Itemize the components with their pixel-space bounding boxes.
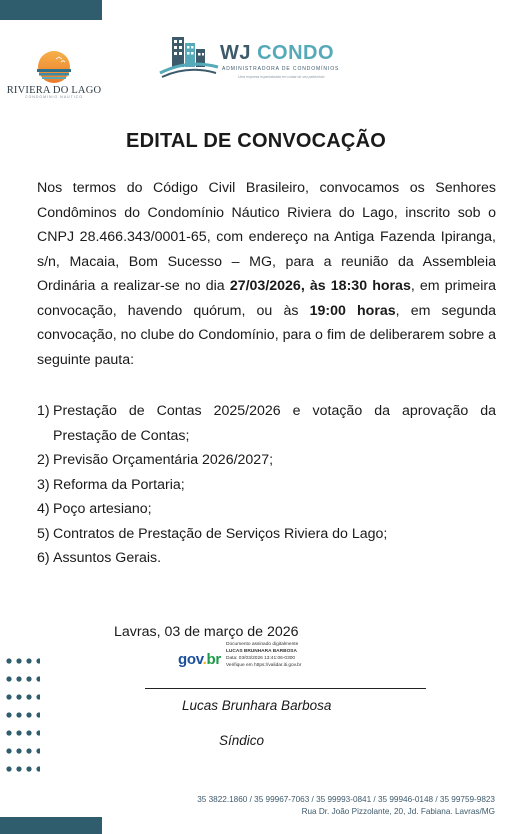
paragraph-second-time: 19:00 horas xyxy=(309,302,396,319)
paragraph-text-3: , em segunda convocação, no clube do Condomínio, para o fim de deliberarem sobre a seguinte pauta: xyxy=(37,302,496,368)
signer-role: Síndico xyxy=(219,733,265,748)
signature-details xyxy=(226,641,301,669)
convocation-paragraph xyxy=(37,176,496,372)
paragraph-text-1: Nos termos do Código Civil Brasileiro, convocamos os Senhores Condôminos do Condomínio Náutico Riviera do Lago, inscrito sob o CNPJ 28.466.343/0001-65, com endereço na Antiga Fazenda Ipiranga, s/n, Macaia, Bom Sucesso – MG, para a reunião da Assembleia Ordinária a realizar-se no dia xyxy=(37,180,496,294)
riviera-logo-name: RIVIERA DO LAGO xyxy=(6,85,102,96)
agenda-item xyxy=(37,448,496,473)
decorative-dot-grid xyxy=(6,658,40,776)
sunset-lake-icon xyxy=(34,50,74,84)
paragraph-text-2: , em primeira convocação, havendo quórum, ou às xyxy=(37,278,496,319)
riviera-logo-subtitle: CONDOMINIO NAUTICO xyxy=(25,95,83,99)
gov-br-logo-dot: . xyxy=(202,651,207,668)
top-accent-bar xyxy=(0,0,102,20)
agenda-list xyxy=(37,399,496,571)
signature-verify-link: Verifique em https://validar.iti.gov.br xyxy=(226,663,302,668)
signer-name: Lucas Brunhara Barbosa xyxy=(182,698,332,713)
signature-line xyxy=(145,688,426,689)
wj-brand-part2: CONDO xyxy=(257,42,335,64)
signature-date: Data: 03/03/2026 13:41:06-0300 xyxy=(226,656,296,661)
agenda-item xyxy=(37,522,496,547)
agenda-item-number: 6) xyxy=(37,550,50,566)
wj-condo-tagline: Uma empresa especializada em cuidar do seu patrimônio xyxy=(238,75,325,79)
signature-name: LUCAS BRUNHARA BARBOSA xyxy=(226,649,297,654)
agenda-item-number: 4) xyxy=(37,501,50,517)
gov-br-logo-gov: gov xyxy=(178,651,203,668)
agenda-item xyxy=(37,546,496,571)
document-title: EDITAL DE CONVOCAÇÃO xyxy=(126,130,386,152)
agenda-item-number: 5) xyxy=(37,525,50,542)
agenda-item xyxy=(37,399,496,448)
agenda-item-text: Previsão Orçamentária 2026/2027; xyxy=(53,452,274,468)
agenda-item-text: Reforma da Portaria; xyxy=(53,476,185,493)
gov-br-logo xyxy=(178,651,221,668)
digital-signature-stamp xyxy=(178,641,338,681)
footer-phones: 35 3822.1860 / 35 99967-7063 / 35 99993-0841 / 35 99946-0148 / 35 99759-9823 xyxy=(197,795,495,804)
wj-brand-part1: WJ xyxy=(220,42,251,64)
riviera-do-lago-logo xyxy=(4,50,104,102)
place-and-date: Lavras, 03 de março de 2026 xyxy=(114,624,299,640)
wj-condo-brand xyxy=(220,42,334,65)
buildings-icon xyxy=(158,33,220,79)
paragraph-date-time: 27/03/2026, às 18:30 horas xyxy=(229,278,411,294)
wj-condo-logo xyxy=(158,33,358,93)
agenda-item-number: 1) xyxy=(37,403,50,419)
wj-condo-subtitle: ADMINISTRADORA DE CONDOMÍNIOS xyxy=(222,66,340,72)
agenda-item xyxy=(37,473,496,498)
agenda-item xyxy=(37,497,496,522)
agenda-item-number: 2) xyxy=(37,452,50,468)
signature-line1: Documento assinado digitalmente xyxy=(226,642,299,647)
agenda-item-number: 3) xyxy=(37,476,50,493)
bottom-accent-bar xyxy=(0,817,102,834)
agenda-item-text: Poço artesiano; xyxy=(53,501,152,517)
footer-address: Rua Dr. João Pizzolante, 20, Jd. Fabiana. Lavras/MG xyxy=(301,807,495,816)
agenda-item-text: Contratos de Prestação de Serviços Riviera do Lago; xyxy=(53,525,388,542)
agenda-item-text: Assuntos Gerais. xyxy=(53,550,162,566)
agenda-item-text: Prestação de Contas 2025/2026 e votação da aprovação da Prestação de Contas; xyxy=(53,403,496,444)
gov-br-logo-br: br xyxy=(206,651,221,668)
